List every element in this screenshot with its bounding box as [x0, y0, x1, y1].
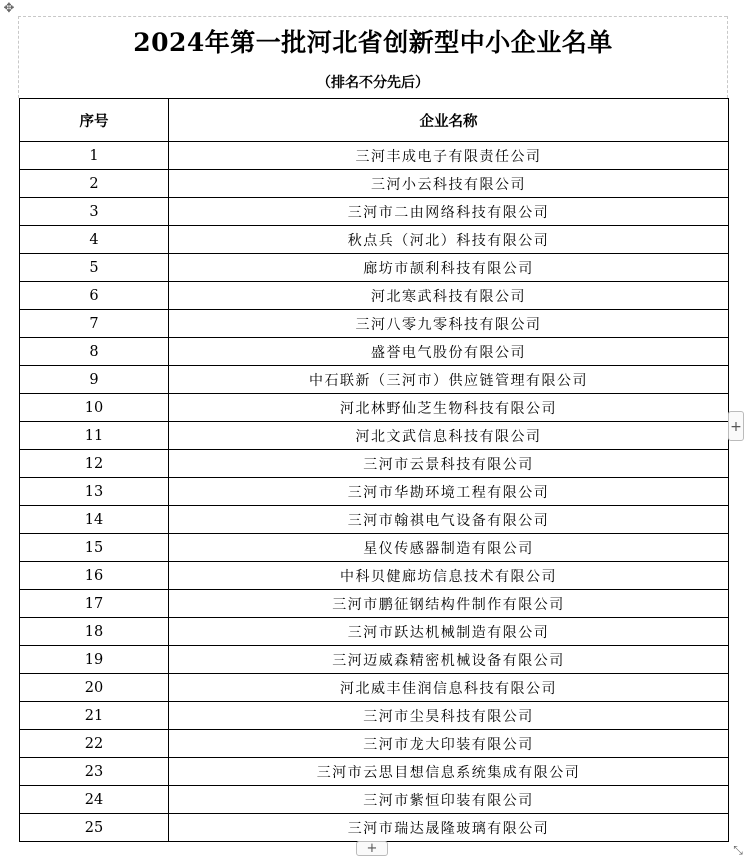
table-row: [20, 170, 729, 198]
add-column-button[interactable]: [728, 411, 744, 441]
company-name: 三河市翰祺电气设备有限公司: [169, 506, 729, 534]
company-name: 河北林野仙芝生物科技有限公司: [169, 394, 729, 422]
company-name: 三河市跃达机械制造有限公司: [169, 618, 729, 646]
table-guide-right: [727, 16, 728, 98]
table-row: [20, 450, 729, 478]
table-row: [20, 702, 729, 730]
row-index: 2: [20, 170, 169, 198]
table-row: [20, 758, 729, 786]
row-index: 4: [20, 226, 169, 254]
company-name: 三河市云思目想信息系统集成有限公司: [169, 758, 729, 786]
row-index: 23: [20, 758, 169, 786]
table-row: [20, 646, 729, 674]
company-name: 三河市云景科技有限公司: [169, 450, 729, 478]
plus-icon: +: [730, 419, 742, 435]
company-name: 三河市鹏征钢结构件制作有限公司: [169, 590, 729, 618]
company-name: 河北寒武科技有限公司: [169, 282, 729, 310]
row-index: 14: [20, 506, 169, 534]
row-index: 16: [20, 562, 169, 590]
row-index: 20: [20, 674, 169, 702]
row-index: 17: [20, 590, 169, 618]
company-name: 河北文武信息科技有限公司: [169, 422, 729, 450]
table-row: [20, 422, 729, 450]
company-name: 三河市瑞达晟隆玻璃有限公司: [169, 814, 729, 842]
add-row-button[interactable]: [356, 841, 388, 856]
document-title: 2024年第一批河北省创新型中小企业名单: [133, 28, 613, 57]
row-index: 5: [20, 254, 169, 282]
table-row: [20, 590, 729, 618]
table-row: [20, 618, 729, 646]
table-row: [20, 506, 729, 534]
company-name: 河北威丰佳润信息科技有限公司: [169, 674, 729, 702]
company-name: 三河市龙大印装有限公司: [169, 730, 729, 758]
table-move-handle[interactable]: [2, 2, 16, 16]
company-name: 中科贝健廊坊信息技术有限公司: [169, 562, 729, 590]
row-index: 11: [20, 422, 169, 450]
row-index: 1: [20, 142, 169, 170]
company-name: 三河市华勘环境工程有限公司: [169, 478, 729, 506]
company-name: 三河丰成电子有限责任公司: [169, 142, 729, 170]
table-resize-handle[interactable]: [731, 843, 745, 857]
table-row: [20, 282, 729, 310]
company-name: 廊坊市颉利科技有限公司: [169, 254, 729, 282]
row-index: 24: [20, 786, 169, 814]
table-row: [20, 226, 729, 254]
company-name: 三河市二由网络科技有限公司: [169, 198, 729, 226]
company-name: 三河市紫恒印装有限公司: [169, 786, 729, 814]
row-index: 9: [20, 366, 169, 394]
row-index: 22: [20, 730, 169, 758]
table-row: [20, 338, 729, 366]
table-row: [20, 142, 729, 170]
row-index: 13: [20, 478, 169, 506]
row-index: 10: [20, 394, 169, 422]
company-name: 星仪传感器制造有限公司: [169, 534, 729, 562]
resize-icon: ⤡: [733, 843, 743, 857]
row-index: 12: [20, 450, 169, 478]
enterprise-table: [19, 98, 729, 842]
document-subtitle: （排名不分先后）: [317, 75, 429, 91]
plus-icon: +: [366, 841, 378, 856]
row-index: 7: [20, 310, 169, 338]
row-index: 15: [20, 534, 169, 562]
company-name: 三河八零九零科技有限公司: [169, 310, 729, 338]
table-row: [20, 310, 729, 338]
table-row: [20, 478, 729, 506]
table-row: [20, 534, 729, 562]
row-index: 18: [20, 618, 169, 646]
row-index: 19: [20, 646, 169, 674]
company-name: 秋点兵（河北）科技有限公司: [169, 226, 729, 254]
table-row: [20, 198, 729, 226]
row-index: 8: [20, 338, 169, 366]
company-name: 中石联新（三河市）供应链管理有限公司: [169, 366, 729, 394]
company-name: 三河市尘昊科技有限公司: [169, 702, 729, 730]
row-index: 21: [20, 702, 169, 730]
header-company-name: 企业名称: [169, 99, 729, 142]
table-guide-top: [18, 16, 727, 17]
table-row: [20, 254, 729, 282]
move-icon: ✥: [3, 1, 15, 16]
table-row: [20, 562, 729, 590]
table-row: [20, 366, 729, 394]
row-index: 6: [20, 282, 169, 310]
company-name: 盛誉电气股份有限公司: [169, 338, 729, 366]
table-header-row: [20, 99, 729, 142]
table-row: [20, 674, 729, 702]
company-name: 三河迈威森精密机械设备有限公司: [169, 646, 729, 674]
table-row: [20, 814, 729, 842]
table-row: [20, 730, 729, 758]
company-name: 三河小云科技有限公司: [169, 170, 729, 198]
row-index: 3: [20, 198, 169, 226]
header-index: 序号: [20, 99, 169, 142]
table-row: [20, 394, 729, 422]
row-index: 25: [20, 814, 169, 842]
table-row: [20, 786, 729, 814]
table-body: [20, 142, 729, 842]
